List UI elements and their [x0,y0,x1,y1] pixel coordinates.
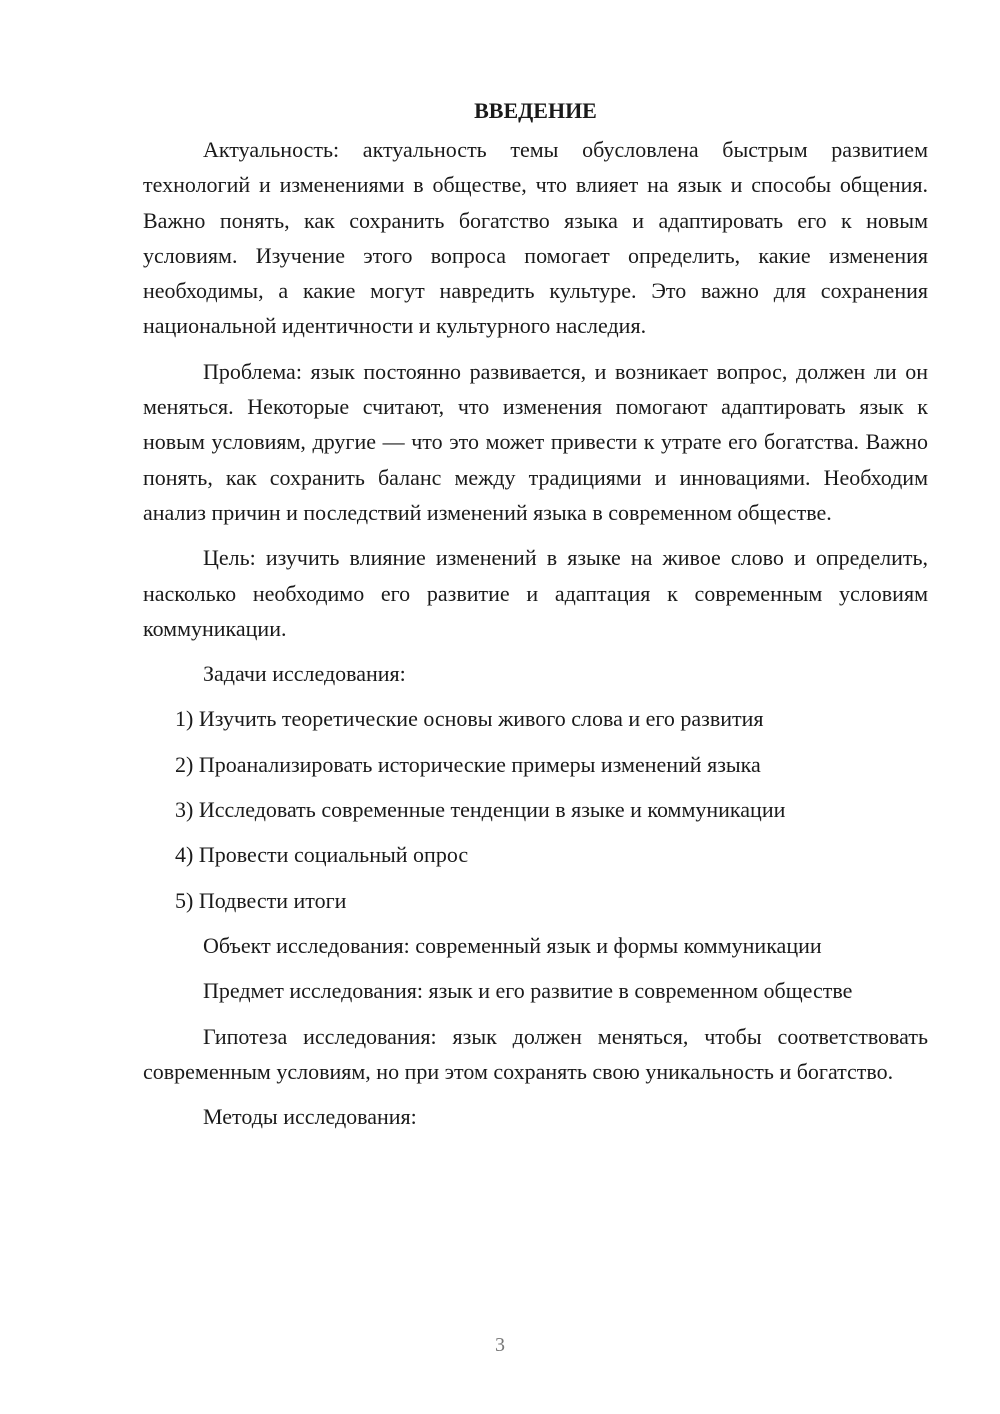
object-paragraph: Объект исследования: современный язык и формы коммуникации [203,932,822,958]
task-item: 2) Проанализировать исторические примеры изменений языка [175,751,761,777]
page-number: 3 [495,1334,505,1356]
task-item: 1) Изучить теоретические основы живого слова и его развития [175,706,764,732]
hypothesis-paragraph: Гипотеза исследования: язык должен меняться, чтобы соответствовать современным условиям, но при этом сохранять свою уникальность и богатство. [143,1023,928,1084]
task-item: 5) Подвести итоги [175,887,347,913]
goal-paragraph: Цель: изучить влияние изменений в языке на живое слово и определить, насколько необходимо его развитие и адаптация к современным условиям коммуникации. [143,545,928,641]
methods-heading: Методы исследования: [203,1104,417,1130]
task-item: 3) Исследовать современные тенденции в языке и коммуникации [175,797,786,823]
document-page [143,96,928,1144]
subject-paragraph: Предмет исследования: язык и его развитие в современном обществе [203,978,853,1004]
problem-paragraph: Проблема: язык постоянно развивается, и возникает вопрос, должен ли он меняться. Некоторые считают, что изменения помогают адаптировать язык к новым условиям, другие — что это может привести к утрате его богатства. Важно понять, как сохранить баланс между традициями и инновациями. Необходим анализ причин и последствий изменений языка в современном обществе. [143,358,928,525]
task-item: 4) Провести социальный опрос [175,842,469,868]
relevance-paragraph: Актуальность: актуальность темы обусловлена быстрым развитием технологий и изменениями в обществе, что влияет на язык и способы общения. Важно понять, как сохранить богатство языка и адаптировать его к новым условиям. Изучение этого вопроса помогает определить, какие изменения необходимы, а какие могут навредить культуре. Это важно для сохранения национальной идентичности и культурного наследия. [143,137,928,339]
tasks-heading: Задачи исследования: [203,661,406,687]
page-title: ВВЕДЕНИЕ [474,98,597,123]
